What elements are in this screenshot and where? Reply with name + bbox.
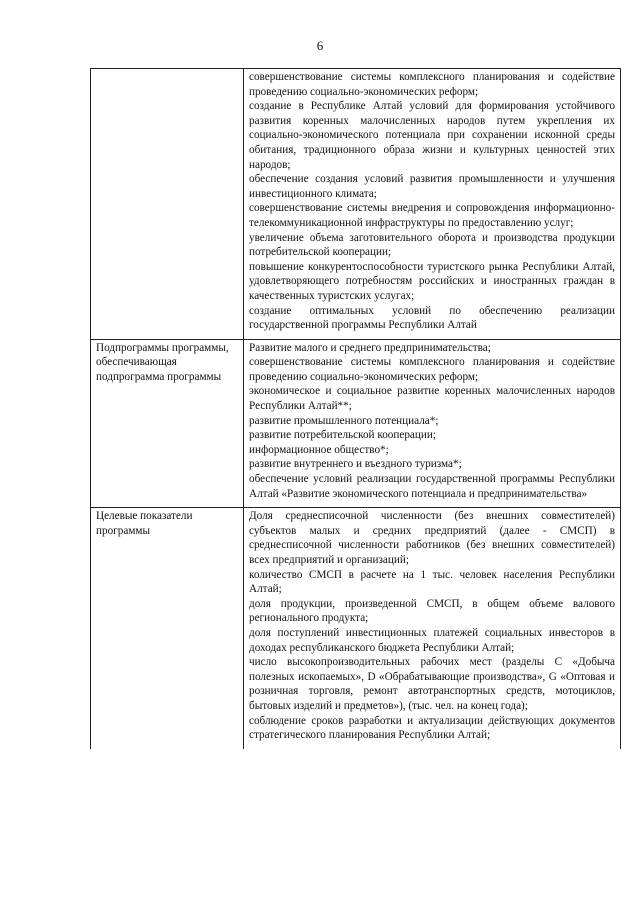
list-item: доля продукции, произведенной СМСП, в общем объеме валового регионального продукта;	[249, 597, 615, 625]
row-label-indicators: Целевые показатели программы	[91, 508, 244, 749]
list-item: Доля среднесписочной численности (без внешних совместителей) субъектов малых и средних предприятий (далее - СМСП) в среднесписочной численности работников (без внешних совместителей) всех предприятий и организаций;	[249, 510, 615, 566]
list-item: развитие промышленного потенциала*;	[249, 414, 439, 427]
page-number: 6	[316, 38, 324, 53]
row-content-cell	[244, 508, 621, 749]
list-item: обеспечение условий реализации государственной программы Республики Алтай «Развитие экономического потенциала и предпринимательства»	[249, 473, 615, 500]
list-item: число высокопроизводительных рабочих мест (разделы C «Добыча полезных ископаемых», D «Обрабатывающие производства», G «Оптовая и розничная торговля, ремонт автотранспортных средств, мотоциклов, бытовых изделий и предметов»), (тыс. чел. на конец года);	[249, 656, 615, 712]
table-row	[91, 69, 621, 340]
list-item: совершенствование системы комплексного планирования и содействие проведению социально-экономических реформ;	[249, 71, 615, 98]
row-content-cell	[244, 69, 621, 340]
list-item: экономическое и социальное развитие коренных малочисленных народов Республики Алтай**;	[249, 385, 615, 413]
list-item: создание оптимальных условий по обеспечению реализации государственной программы Республики Алтай	[249, 304, 615, 332]
list-item: развитие внутреннего и въездного туризма*;	[249, 458, 462, 471]
row-label-subprograms: Подпрограммы программы, обеспечивающая подпрограмма программы	[91, 339, 244, 508]
list-item: количество СМСП в расчете на 1 тыс. человек населения Республики Алтай;	[249, 568, 615, 596]
table-row	[91, 339, 621, 508]
list-item: совершенствование системы комплексного планирования и содействие проведению социально-экономических реформ;	[249, 356, 615, 383]
list-item: повышение конкурентоспособности туристского рынка Республики Алтай, удовлетворяющего потребностям российских и иностранных граждан в качественных туристских услугах;	[249, 260, 615, 302]
row-content-cell	[244, 339, 621, 508]
list-item: доля поступлений инвестиционных платежей социальных инвесторов в доходах республиканского бюджета Республики Алтай;	[249, 626, 615, 654]
list-item: обеспечение создания условий развития промышленности и улучшения инвестиционного климата;	[249, 173, 615, 200]
table-row	[91, 508, 621, 749]
program-passport-table	[90, 68, 621, 749]
list-item: Развитие малого и среднего предпринимательства;	[249, 341, 491, 354]
list-item: увеличение объема заготовительного оборота и производства продукции потребительской кооперации;	[249, 231, 615, 259]
list-item: информационное общество*;	[249, 443, 389, 456]
list-item: соблюдение сроков разработки и актуализации действующих документов стратегического планирования Республики Алтай;	[249, 714, 615, 742]
list-item: совершенствование системы внедрения и сопровождения информационно-телекоммуникационной инфраструктуры по предоставлению услуг;	[249, 202, 615, 229]
row-label-cell	[91, 69, 244, 340]
list-item: развитие потребительской кооперации;	[249, 429, 436, 442]
list-item: создание в Республике Алтай условий для формирования устойчивого развития коренных малочисленных народов путем укрепления их социально-экономического потенциала при сохранении исконной среды обитания, традиционного образа жизни и культурных ценностей этих народов;	[249, 100, 615, 171]
